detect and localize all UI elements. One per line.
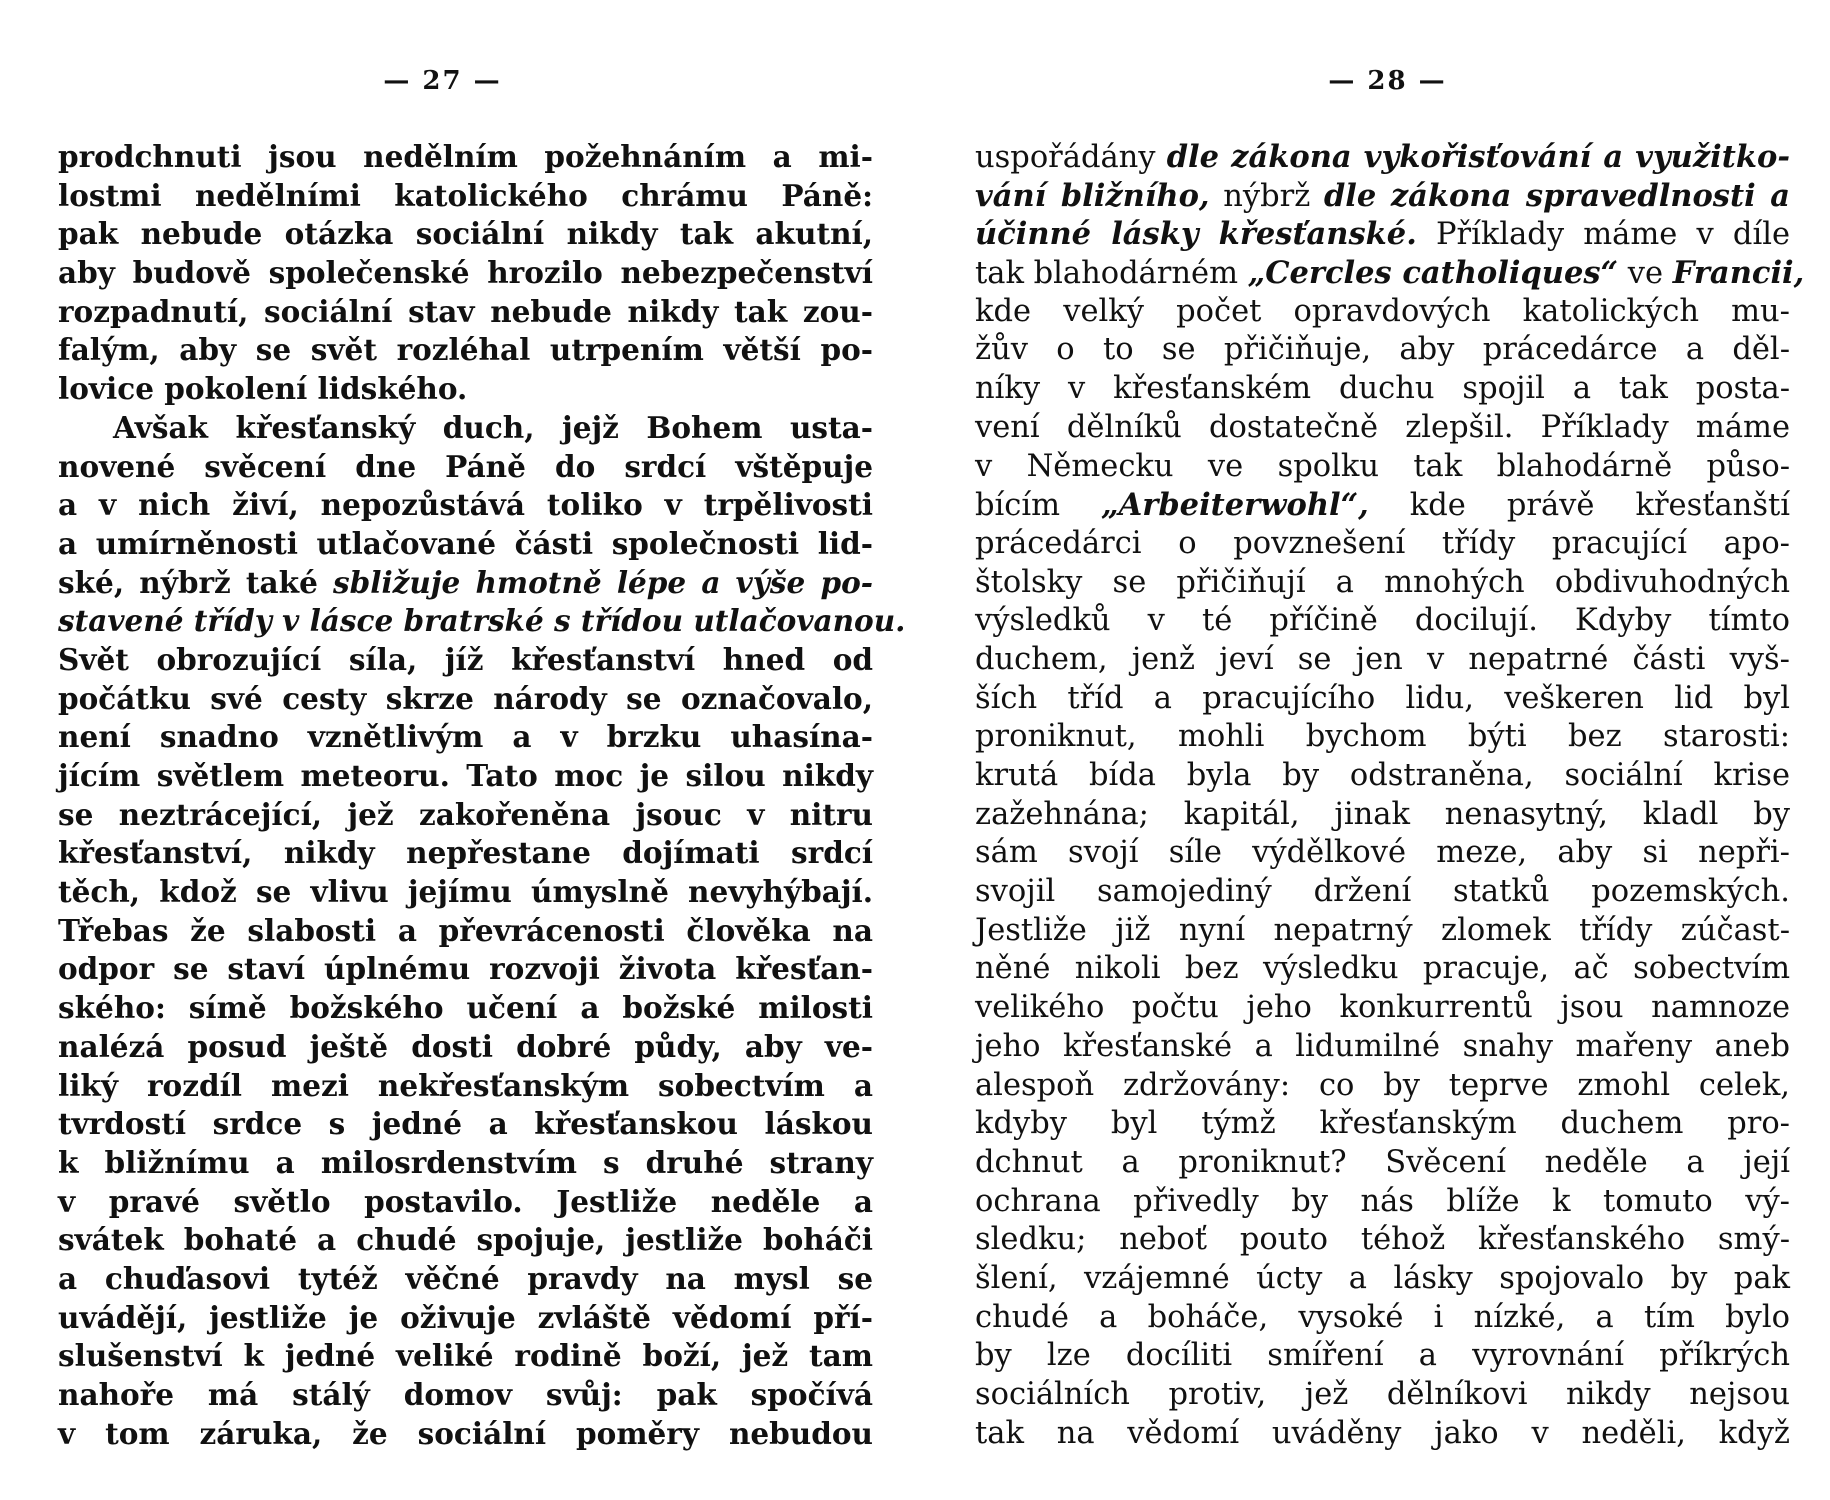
- text-line: tak na vědomí uváděny jako v neděli, když: [975, 1415, 1790, 1451]
- text-line: lostmi nedělními katolického chrámu Páně:: [58, 177, 873, 213]
- italic-run: účinné lásky křesťanské.: [975, 216, 1417, 253]
- text-line-mixed: [975, 215, 1790, 254]
- text-line-mixed: [975, 138, 1790, 177]
- text-line: duchem, jenž jeví se jen v nepatrné části vyš-: [975, 641, 1790, 677]
- italic-run: dle zákona spravedlnosti a: [1323, 177, 1790, 214]
- text-line: svojil samojediný držení statků pozemských.: [975, 874, 1790, 910]
- page-text: [975, 138, 1805, 1453]
- text-line: není snadno vznětlivým a v brzku uhasína-: [58, 719, 873, 755]
- text-line: by lze docíliti smíření a vyrovnání příkrých: [975, 1338, 1790, 1374]
- text-line-mixed: [975, 254, 1805, 293]
- text-line: stavené třídy v lásce bratrské s třídou utlačovanou.: [58, 603, 906, 639]
- text-line: Avšak křesťanský duch, jejž Bohem usta-: [113, 409, 873, 445]
- text-line: v Německu ve spolku tak blahodárně půso-: [975, 448, 1790, 484]
- text-line: sledku; neboť pouto téhož křesťanského smý-: [975, 1222, 1790, 1258]
- text-line: žův o to se přičiňuje, aby prácedárce a děl-: [975, 332, 1790, 368]
- text-line: novené svěcení dne Páně do srdcí vštěpuje: [58, 448, 873, 484]
- text-line: velikého počtu jeho konkurrentů jsou namnoze: [975, 990, 1790, 1026]
- text-line: v pravé světlo postavilo. Jestliže neděle a: [58, 1183, 873, 1219]
- text-line: prácedárci o povznešení třídy pracující apo-: [975, 525, 1790, 561]
- text-line: liký rozdíl mezi nekřesťanským sobectvím a: [58, 1067, 873, 1103]
- text-line: pak nebude otázka sociální nikdy tak akutní,: [58, 216, 873, 252]
- text-line: šlení, vzájemné úcty a lásky spojovalo by pak: [975, 1260, 1790, 1296]
- text-line: Třebas že slabosti a převrácenosti člověka na: [58, 912, 873, 948]
- text-line: ochrana přivedly by nás blíže k tomuto vý-: [975, 1183, 1790, 1219]
- page-number: — 27 —: [383, 66, 502, 96]
- text-line: počátku své cesty skrze národy se označovalo,: [58, 680, 873, 716]
- text-line: prodchnuti jsou nedělním požehnáním a mi-: [58, 139, 873, 174]
- text-run: nýbrž: [1209, 178, 1324, 214]
- text-run: tak blahodárném: [975, 256, 1248, 292]
- text-line: nahoře má stálý domov svůj: pak spočívá: [58, 1377, 873, 1412]
- text-line: jeho křesťanské a lidumilné snahy mařeny aneb: [975, 1028, 1790, 1064]
- text-line: a chuďasovi tytéž věčné pravdy na mysl se: [58, 1260, 873, 1296]
- page-text: [58, 138, 906, 1453]
- text-line: rozpadnutí, sociální stav nebude nikdy tak zou-: [58, 293, 873, 329]
- text-line: falým, aby se svět rozléhal utrpením větší po-: [58, 332, 873, 368]
- text-line: ského: símě božského učení a božské milosti: [58, 990, 873, 1026]
- text-run: kde právě křesťanští: [1368, 488, 1790, 524]
- page-number: — 28 —: [1328, 66, 1447, 96]
- text-line: Svět obrozující síla, jíž křesťanství hned od: [58, 641, 873, 677]
- text-line: tvrdostí srdce s jedné a křesťanskou láskou: [58, 1106, 873, 1142]
- text-line: sociálních protiv, jež dělníkovi nikdy nejsou: [975, 1377, 1790, 1412]
- text-line: něné nikoli bez výsledku pracuje, ač sobectvím: [975, 951, 1790, 987]
- text-line: chudé a boháče, vysoké i nízké, a tím bylo: [975, 1299, 1790, 1335]
- text-line: vení dělníků dostatečně zlepšil. Příklady máme: [975, 409, 1790, 445]
- italic-run: „Arbeiterwohl“,: [1101, 487, 1369, 524]
- text-run: bícím: [975, 488, 1102, 524]
- text-line: a umírněnosti utlačované části společnosti lid-: [58, 525, 873, 561]
- text-line: níky v křesťanském duchu spojil a tak posta-: [975, 371, 1790, 407]
- italic-run: Francii,: [1672, 255, 1805, 292]
- text-line: kdyby byl týmž křesťanským duchem pro-: [975, 1106, 1790, 1142]
- text-line: se neztrácející, jež zakořeněna jsouc v nitru: [58, 796, 873, 832]
- right-page: [915, 0, 1830, 1500]
- text-line: alespoň zdržovány: co by teprve zmohl celek,: [975, 1067, 1790, 1103]
- text-line-mixed: [975, 486, 1790, 525]
- text-line: těch, kdož se vlivu jejímu úmyslně nevyhýbají.: [58, 874, 873, 910]
- text-run: ve: [1618, 256, 1673, 292]
- text-line: lovice pokolení lidského.: [58, 371, 468, 407]
- text-line: výsledků v té příčině docilují. Kdyby tímto: [975, 603, 1790, 639]
- text-line: k bližnímu a milosrdenstvím s druhé strany: [58, 1144, 873, 1180]
- text-line: křesťanství, nikdy nepřestane dojímati srdcí: [58, 835, 873, 871]
- italic-run: dle zákona vykořisťování a využitko-: [1166, 139, 1790, 175]
- text-line: proniknut, mohli bychom býti bez starosti:: [975, 719, 1790, 755]
- text-run: Příklady máme v díle: [1416, 217, 1790, 253]
- text-line: kde velký počet opravdových katolických mu-: [975, 293, 1790, 329]
- text-line: sám svojí síle výdělkové meze, aby si nepři-: [975, 835, 1790, 871]
- text-run: ské, nýbrž také: [58, 564, 334, 600]
- italic-run: sbližuje hmotně lépe a výše po-: [333, 564, 873, 600]
- text-line: Jestliže již nyní nepatrný zlomek třídy zúčast-: [975, 912, 1790, 948]
- text-line: štolsky se přičiňují a mnohých obdivuhodných: [975, 564, 1790, 600]
- text-line: v tom záruka, že sociální poměry nebudou: [58, 1415, 873, 1451]
- text-line: ších tříd a pracujícího lidu, veškeren lid byl: [975, 680, 1790, 716]
- text-line: a v nich živí, nepozůstává toliko v trpělivosti: [58, 487, 873, 523]
- text-line: nalézá posud ještě dosti dobré půdy, aby ve-: [58, 1028, 873, 1064]
- text-line-mixed: [58, 564, 873, 603]
- text-line: svátek bohaté a chudé spojuje, jestliže boháči: [58, 1222, 873, 1258]
- text-line: slušenství k jedné veliké rodině boží, jež tam: [58, 1338, 873, 1374]
- text-line: zažehnána; kapitál, jinak nenasytný, kladl by: [975, 796, 1790, 832]
- text-line: uvádějí, jestliže je oživuje zvláště vědomí pří-: [58, 1299, 873, 1335]
- text-line: dchnut a proniknut? Svěcení neděle a její: [975, 1144, 1790, 1180]
- text-run: uspořádány: [975, 140, 1167, 175]
- text-line-mixed: [975, 177, 1790, 216]
- italic-run: „Cercles catholiques“: [1247, 255, 1619, 292]
- text-line: krutá bída byla by odstraněna, sociální krise: [975, 758, 1790, 793]
- text-line: aby budově společenské hrozilo nebezpečenství: [58, 255, 873, 291]
- text-line: jícím světlem meteoru. Tato moc je silou nikdy: [58, 758, 873, 793]
- italic-run: vání bližního,: [975, 177, 1210, 214]
- text-line: odpor se staví úplnému rozvoji života křesťan-: [58, 951, 873, 987]
